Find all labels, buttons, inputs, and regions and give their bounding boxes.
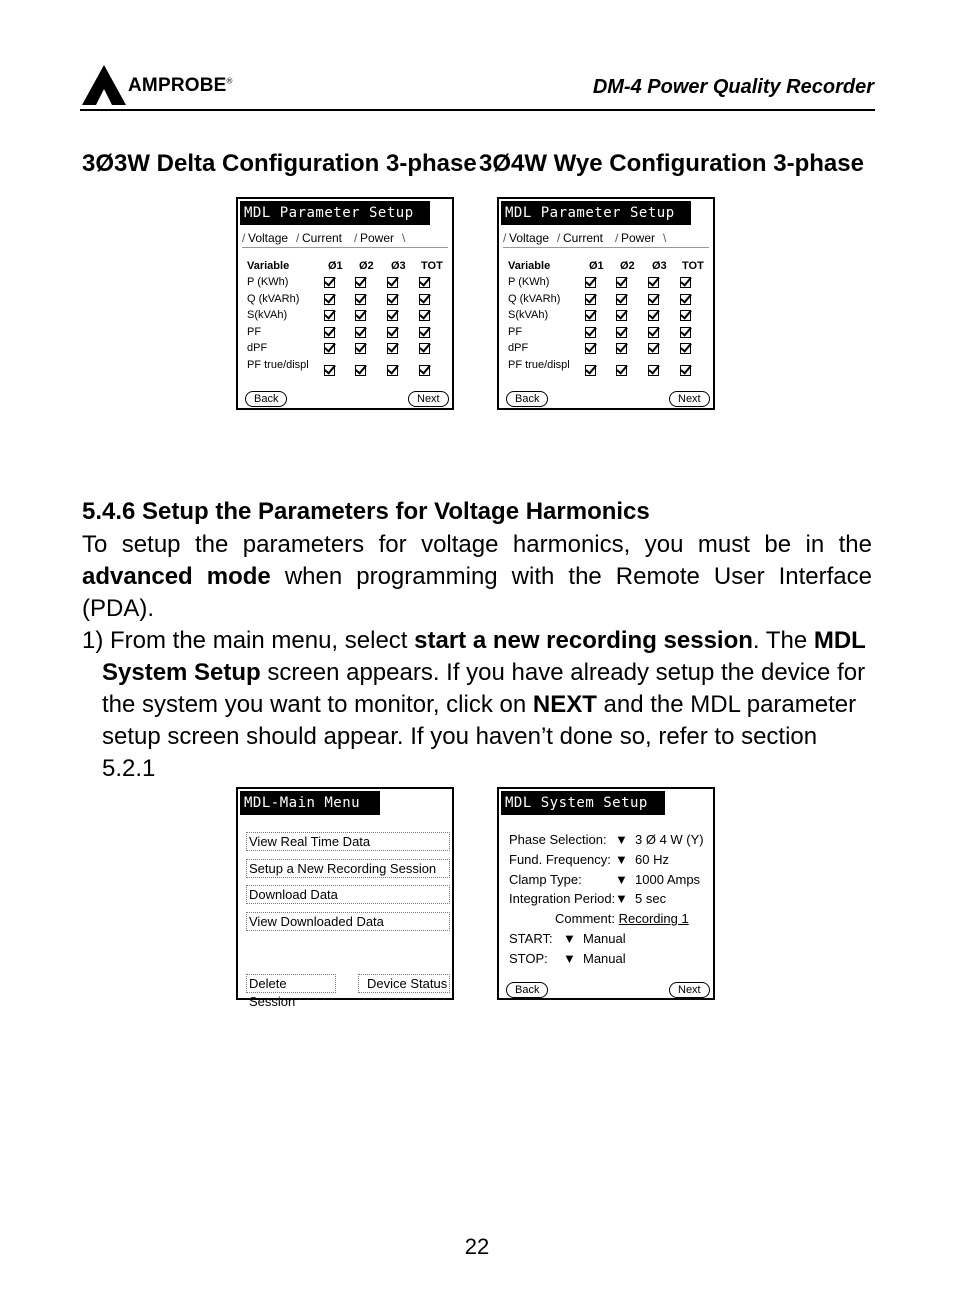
param-checkbox[interactable] (680, 310, 691, 321)
param-checkbox[interactable] (616, 294, 627, 305)
comment-row[interactable]: Comment: Recording 1 (555, 911, 689, 926)
header-col-4: TOT (421, 260, 443, 272)
param-checkbox[interactable] (680, 294, 691, 305)
header-col-2: Ø2 (359, 260, 374, 272)
dropdown-arrow-icon: ▼ (615, 891, 628, 906)
dropdown-arrow-icon: ▼ (615, 872, 628, 887)
param-checkbox[interactable] (355, 310, 366, 321)
delta-parameter-screen (236, 197, 454, 410)
param-variable: P (KWh) (508, 276, 550, 288)
param-checkbox[interactable] (387, 327, 398, 338)
param-variable: S(kVAh) (508, 309, 549, 321)
param-checkbox[interactable] (387, 343, 398, 354)
dropdown-arrow-icon: ▼ (615, 852, 628, 867)
param-checkbox[interactable] (387, 294, 398, 305)
next-button[interactable]: Next (669, 982, 710, 998)
tab-bar: / Voltage / Current / Power \ (503, 231, 709, 248)
system-setup-title: MDL System Setup (501, 791, 665, 815)
amprobe-logo (82, 63, 252, 107)
back-button[interactable]: Back (245, 391, 287, 407)
back-button[interactable]: Back (506, 982, 548, 998)
logo-registered: ® (226, 76, 233, 86)
param-checkbox[interactable] (616, 310, 627, 321)
param-checkbox[interactable] (419, 343, 430, 354)
clamp-type-row[interactable]: Clamp Type: ▼ 1000 Amps (509, 872, 701, 887)
setup-new-recording-item[interactable]: Setup a New Recording Session (246, 859, 450, 878)
section-heading: 5.4.6 Setup the Parameters for Voltage Harmonics (82, 498, 650, 525)
param-checkbox[interactable] (419, 365, 430, 376)
advanced-mode-term: advanced mode (82, 563, 271, 590)
param-variable: dPF (247, 342, 268, 354)
param-variable: Q (kVARh) (247, 293, 300, 305)
main-menu-title: MDL-Main Menu (240, 791, 380, 815)
step-1-paragraph: 1) From the main menu, select start a new recording session. The MDL System Setup screen appears. If you have already setup the device for the system you want to monitor, click on NEXT and the MDL parameter setup screen should appear. If you haven’t done so, refer to section 5.2.1 (82, 627, 866, 782)
param-checkbox[interactable] (355, 277, 366, 288)
param-checkbox[interactable] (324, 310, 335, 321)
view-real-time-data-item[interactable]: View Real Time Data (246, 832, 450, 851)
header-variable: Variable (247, 260, 290, 272)
tab-current[interactable]: Current (563, 231, 604, 245)
parameter-setup-title: MDL Parameter Setup (501, 201, 691, 225)
main-menu-screen (236, 787, 454, 1009)
param-checkbox[interactable] (387, 310, 398, 321)
integration-period-row[interactable]: Integration Period: ▼ 5 sec (509, 891, 667, 906)
param-checkbox[interactable] (680, 277, 691, 288)
param-checkbox[interactable] (648, 343, 659, 354)
param-checkbox[interactable] (419, 294, 430, 305)
param-checkbox[interactable] (355, 294, 366, 305)
dropdown-arrow-icon: ▼ (563, 951, 576, 966)
tab-bar: / Voltage / Current / Power \ (242, 231, 448, 248)
param-variable: P (KWh) (247, 276, 289, 288)
param-checkbox[interactable] (648, 327, 659, 338)
back-button[interactable]: Back (506, 391, 548, 407)
next-button[interactable]: Next (408, 391, 449, 407)
view-downloaded-data-item[interactable]: View Downloaded Data (246, 912, 450, 931)
param-variable: PF (247, 326, 262, 338)
param-checkbox[interactable] (648, 310, 659, 321)
param-checkbox[interactable] (585, 277, 596, 288)
download-data-item[interactable]: Download Data (246, 885, 450, 904)
delta-config-title: 3Ø3W Delta Configuration 3-phase (82, 150, 477, 177)
param-checkbox[interactable] (616, 365, 627, 376)
param-checkbox[interactable] (585, 310, 596, 321)
param-checkbox[interactable] (355, 365, 366, 376)
param-checkbox[interactable] (324, 343, 335, 354)
header-col-1: Ø1 (328, 260, 343, 272)
frequency-row[interactable]: Fund. Frequency: ▼ 60 Hz (509, 852, 669, 867)
param-checkbox[interactable] (585, 365, 596, 376)
param-checkbox[interactable] (324, 365, 335, 376)
param-checkbox[interactable] (616, 343, 627, 354)
header-col-3: Ø3 (391, 260, 406, 272)
stop-row[interactable]: STOP: ▼ Manual (509, 951, 626, 966)
param-checkbox[interactable] (616, 277, 627, 288)
header-variable: Variable (508, 260, 551, 272)
tab-power[interactable]: Power (360, 231, 395, 245)
wye-parameter-screen (497, 197, 715, 410)
dropdown-arrow-icon: ▼ (615, 832, 628, 847)
param-checkbox[interactable] (387, 365, 398, 376)
param-variable: PF (508, 326, 523, 338)
param-variable: PF true/displ (508, 359, 570, 371)
start-row[interactable]: START: ▼ Manual (509, 931, 626, 946)
page-number: 22 (464, 1234, 490, 1259)
intro-paragraph: To setup the parameters for voltage harmonics, you must be in the advanced mode when programming with the Remote User Interface (PDA). (82, 531, 872, 622)
header-col-4: TOT (682, 260, 704, 272)
tab-voltage[interactable]: Voltage (248, 231, 289, 245)
dropdown-arrow-icon: ▼ (563, 931, 576, 946)
parameter-setup-title: MDL Parameter Setup (240, 201, 430, 225)
param-checkbox[interactable] (616, 327, 627, 338)
param-checkbox[interactable] (648, 365, 659, 376)
param-variable: Q (kVARh) (508, 293, 561, 305)
tab-power[interactable]: Power (621, 231, 656, 245)
param-checkbox[interactable] (355, 327, 366, 338)
param-checkbox[interactable] (324, 277, 335, 288)
param-checkbox[interactable] (324, 327, 335, 338)
next-button[interactable]: Next (669, 391, 710, 407)
header-col-3: Ø3 (652, 260, 667, 272)
header-col-2: Ø2 (620, 260, 635, 272)
device-status-button[interactable]: Device Status (358, 974, 450, 993)
comment-field: Recording 1 (618, 911, 689, 926)
param-checkbox[interactable] (355, 343, 366, 354)
wye-config-title: 3Ø4W Wye Configuration 3-phase (479, 150, 864, 177)
param-checkbox[interactable] (648, 277, 659, 288)
param-checkbox[interactable] (585, 343, 596, 354)
param-checkbox[interactable] (680, 365, 691, 376)
tab-voltage[interactable]: Voltage (509, 231, 550, 245)
phase-selection-row[interactable]: Phase Selection: ▼ 3 Ø 4 W (Y) (509, 832, 704, 847)
param-variable: S(kVAh) (247, 309, 288, 321)
param-checkbox[interactable] (680, 343, 691, 354)
logo-text: AMPROBE (128, 75, 227, 96)
param-checkbox[interactable] (419, 327, 430, 338)
param-variable: dPF (508, 342, 529, 354)
param-checkbox[interactable] (387, 277, 398, 288)
header-rule (80, 109, 875, 111)
param-checkbox[interactable] (680, 327, 691, 338)
param-checkbox[interactable] (324, 294, 335, 305)
amprobe-triangle-icon (82, 63, 130, 107)
param-checkbox[interactable] (585, 294, 596, 305)
system-setup-screen (497, 787, 715, 1000)
delete-session-button[interactable]: Delete Session (246, 974, 336, 993)
param-checkbox[interactable] (648, 294, 659, 305)
param-checkbox[interactable] (419, 277, 430, 288)
header-col-1: Ø1 (589, 260, 604, 272)
param-checkbox[interactable] (585, 327, 596, 338)
document-title: DM-4 Power Quality Recorder (592, 76, 874, 98)
param-variable: PF true/displ (247, 359, 309, 371)
tab-current[interactable]: Current (302, 231, 343, 245)
param-checkbox[interactable] (419, 310, 430, 321)
